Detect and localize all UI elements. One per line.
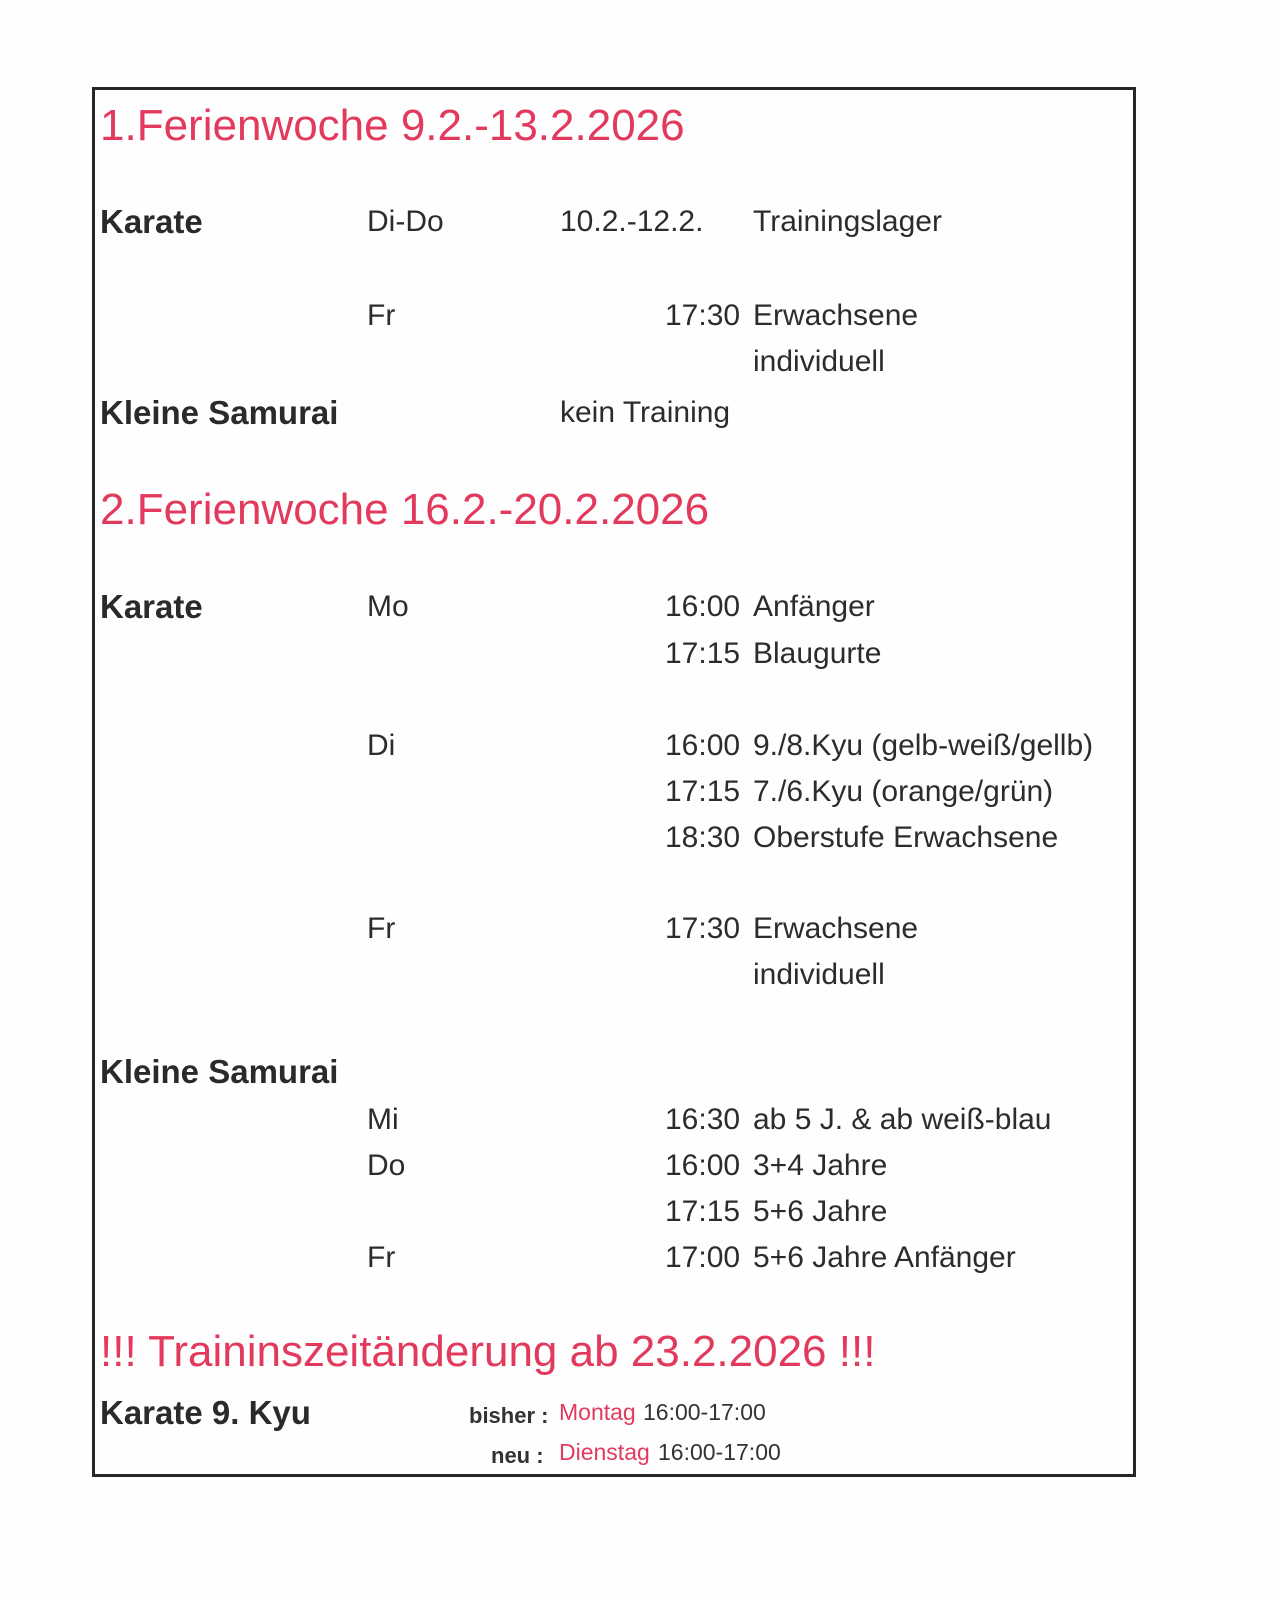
- week2-karate-fr-time: 17:30: [665, 912, 741, 945]
- week2-samurai-do-day: Do: [367, 1149, 406, 1182]
- change-old-prefix: bisher :: [469, 1403, 549, 1428]
- week2-heading: 2.Ferienwoche 16.2.-20.2.2026: [100, 485, 710, 534]
- change-new-day: Dienstag: [559, 1439, 650, 1465]
- week1-karate-dates: 10.2.-12.2.: [560, 205, 704, 238]
- week2-karate-fr-desc2: individuell: [753, 958, 885, 991]
- week1-samurai-note: kein Training: [560, 396, 731, 429]
- week2-karate-fr-desc: Erwachsene: [753, 912, 919, 945]
- week2-karate-mo-day: Mo: [367, 590, 409, 623]
- week2-karate-di-time2: 17:15: [665, 775, 741, 808]
- change-new-prefix: neu :: [491, 1443, 544, 1468]
- week2-karate-mo-desc1: Anfänger: [753, 590, 875, 623]
- week1-karate-fr-time: 17:30: [665, 299, 741, 332]
- week2-karate-di-desc2: 7./6.Kyu (orange/grün): [753, 775, 1054, 808]
- week1-karate-fr-desc: Erwachsene: [753, 299, 919, 332]
- week2-samurai-fr-time: 17:00: [665, 1241, 741, 1274]
- week2-karate-mo-time2: 17:15: [665, 637, 741, 670]
- week2-karate-mo-desc2: Blaugurte: [753, 637, 882, 670]
- week2-karate-di-time3: 18:30: [665, 821, 741, 854]
- week2-samurai-mi-desc: ab 5 J. & ab weiß-blau: [753, 1103, 1052, 1136]
- week1-karate-desc: Trainingslager: [753, 205, 942, 238]
- week2-samurai-mi-day: Mi: [367, 1103, 399, 1136]
- week1-karate-fr-desc2: individuell: [753, 345, 885, 378]
- week2-samurai-fr-day: Fr: [367, 1241, 396, 1274]
- week2-karate-di-time1: 16:00: [665, 729, 741, 762]
- change-label: Karate 9. Kyu: [100, 1394, 311, 1431]
- change-old-time: 16:00-17:00: [643, 1399, 766, 1425]
- week2-samurai-do-time2: 17:15: [665, 1195, 741, 1228]
- week1-karate-label: Karate: [100, 203, 203, 240]
- week2-karate-di-desc3: Oberstufe Erwachsene: [753, 821, 1059, 854]
- week2-samurai-fr-desc: 5+6 Jahre Anfänger: [753, 1241, 1016, 1274]
- week2-karate-mo-time1: 16:00: [665, 590, 741, 623]
- week2-karate-label: Karate: [100, 588, 203, 625]
- week1-samurai-label: Kleine Samurai: [100, 394, 339, 431]
- week1-heading: 1.Ferienwoche 9.2.-13.2.2026: [100, 101, 685, 150]
- week2-karate-fr-day: Fr: [367, 912, 396, 945]
- week2-samurai-label: Kleine Samurai: [100, 1053, 339, 1090]
- week2-karate-di-desc1: 9./8.Kyu (gelb-weiß/gellb): [753, 729, 1094, 762]
- change-new-time: 16:00-17:00: [658, 1439, 781, 1465]
- week2-samurai-do-time1: 16:00: [665, 1149, 741, 1182]
- week1-karate-fr-day: Fr: [367, 299, 396, 332]
- week2-samurai-mi-time: 16:30: [665, 1103, 741, 1136]
- week1-karate-day: Di-Do: [367, 205, 444, 238]
- change-heading: !!! Traininszeitänderung ab 23.2.2026 !!!: [100, 1327, 876, 1376]
- week2-samurai-do-desc2: 5+6 Jahre: [753, 1195, 888, 1228]
- week2-samurai-do-desc1: 3+4 Jahre: [753, 1149, 888, 1182]
- change-old-day: Montag: [559, 1399, 636, 1425]
- week2-karate-di-day: Di: [367, 729, 396, 762]
